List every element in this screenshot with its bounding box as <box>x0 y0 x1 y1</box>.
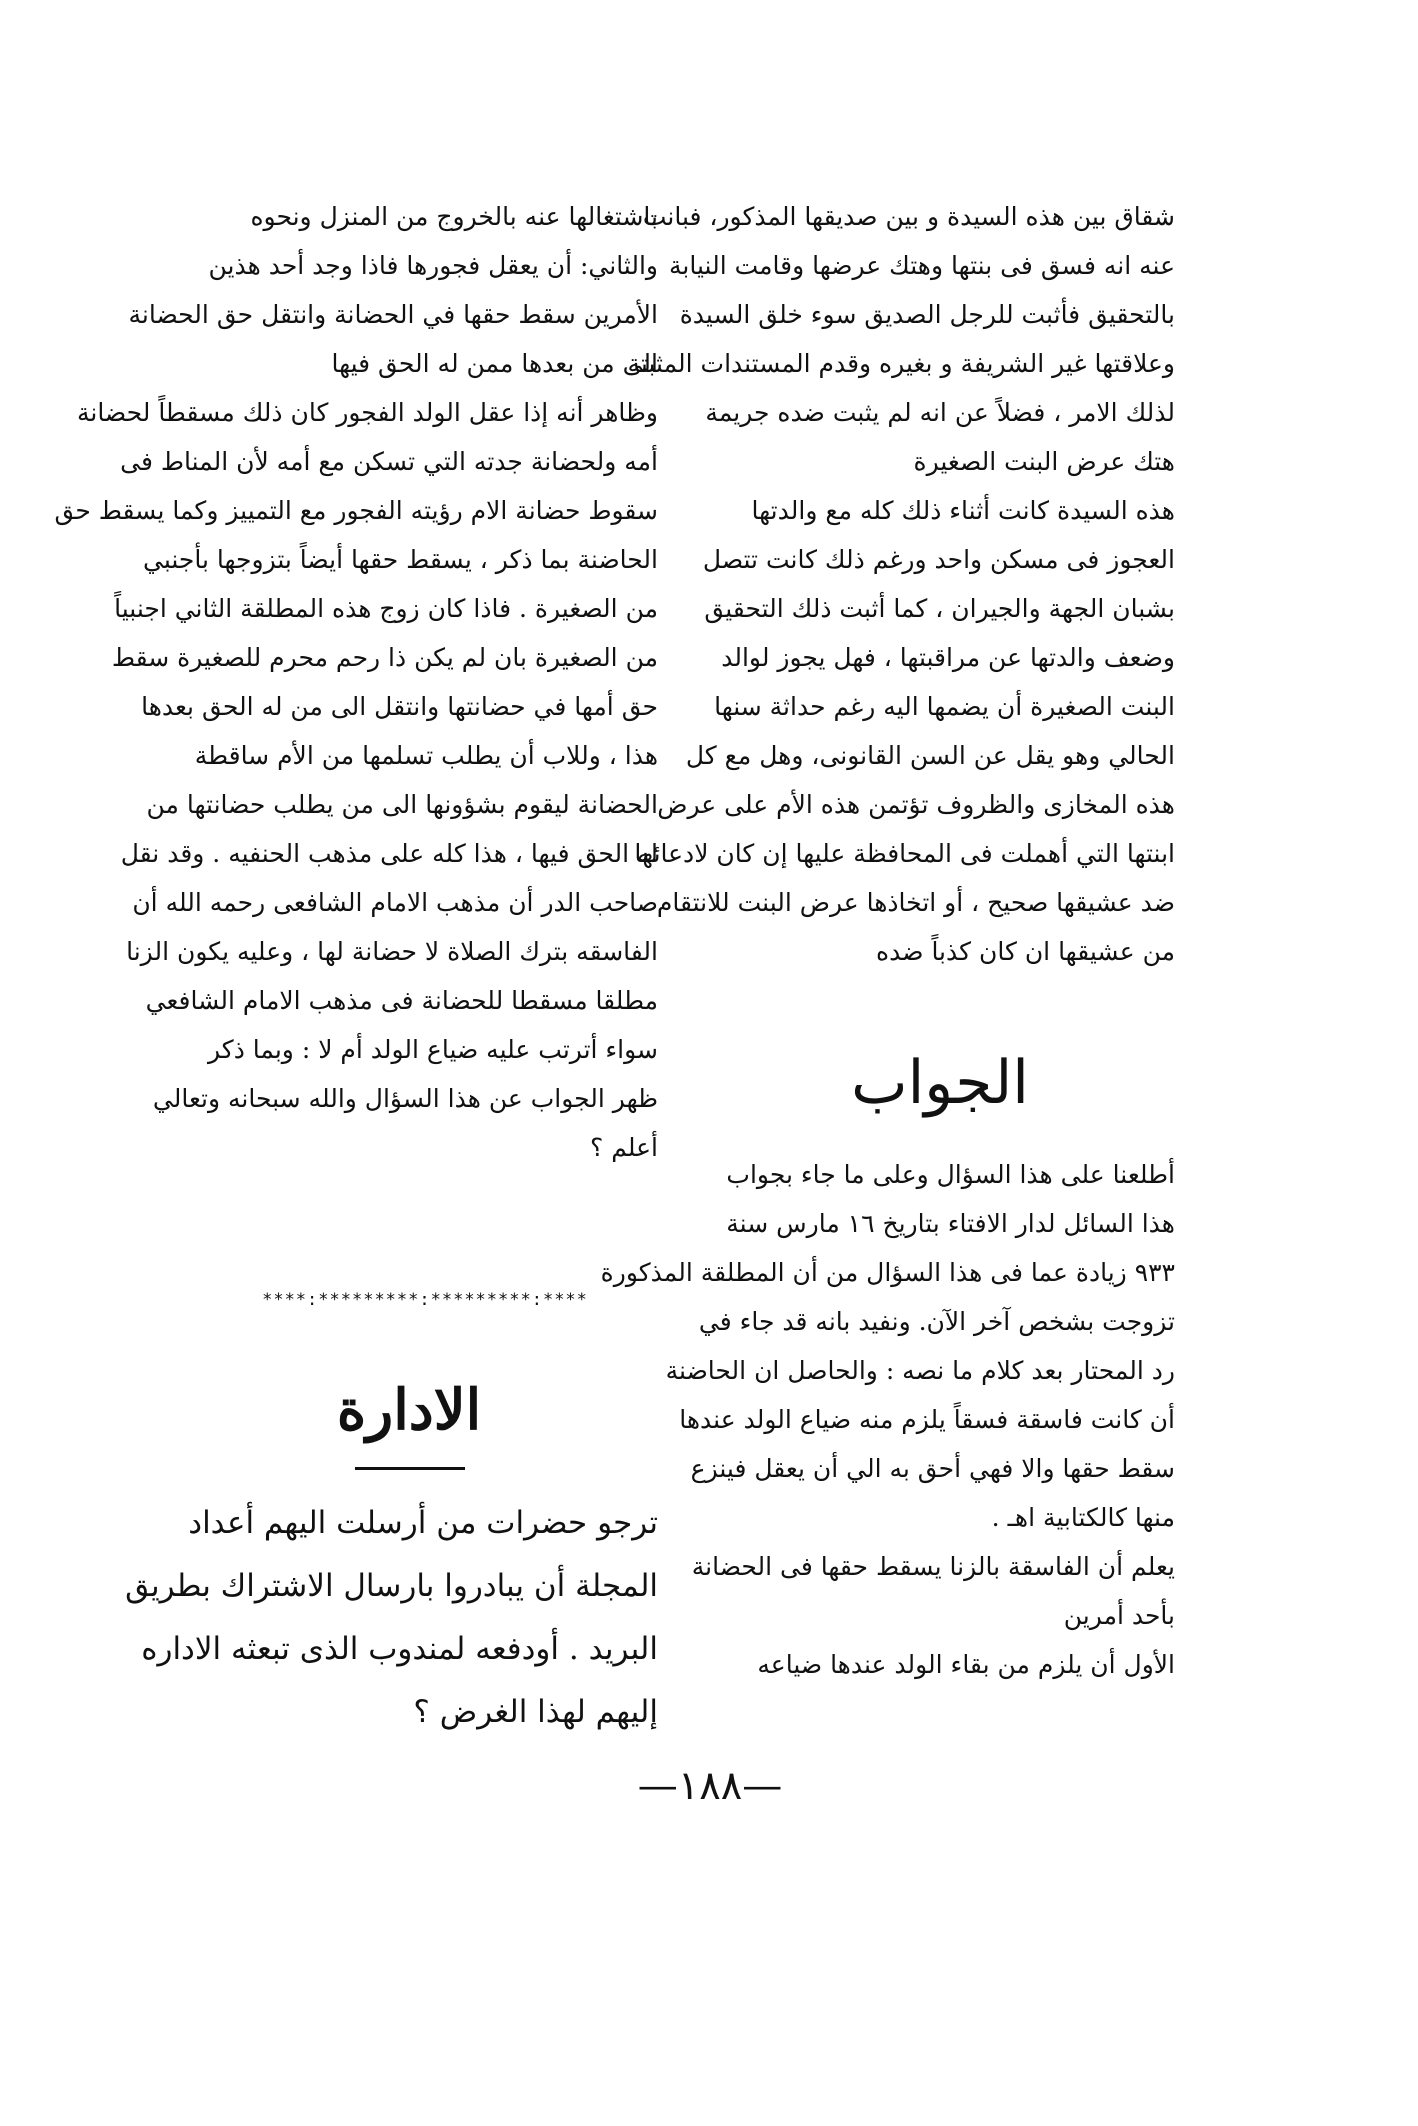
right-column <box>627 192 1175 976</box>
text-line: الأمرين سقط حقها في الحضانة وانتقل حق الحضانة <box>128 300 658 329</box>
text-line: الأول أن يلزم من بقاء الولد عندها ضياعه <box>757 1650 1175 1679</box>
text-line: صاحب الدر أن مذهب الامام الشافعى رحمه الله أن <box>132 888 658 917</box>
text-line: مطلقا مسقطا للحضانة فى مذهب الامام الشافعي <box>145 986 658 1015</box>
section-separator: ****:*********:*********:**** <box>262 1290 588 1310</box>
text-line: هتك عرض البنت الصغيرة <box>913 447 1175 476</box>
text-line: أن كانت فاسقة فسقاً يلزم منه ضياع الولد عندها <box>679 1405 1175 1434</box>
text-line: ابنتها التي أهملت فى المحافظة عليها إن كان لادعائها <box>634 839 1175 868</box>
text-line: والثاني: أن يعقل فجورها فاذا وجد أحد هذين <box>208 251 658 280</box>
left-column <box>54 192 658 1172</box>
text-line: بأحد أمرين <box>1063 1601 1175 1630</box>
page-number: —١٨٨— <box>637 1763 783 1809</box>
text-line: حق أمها في حضانتها وانتقل الى من له الحق بعدها <box>141 692 658 721</box>
text-line: ظهر الجواب عن هذا السؤال والله سبحانه وتعالي <box>152 1084 658 1113</box>
text-line: سواء أترتب عليه ضياع الولد أم لا : وبما ذكر <box>208 1035 658 1064</box>
text-line: المجلة أن يبادروا بارسال الاشتراك بطريق <box>125 1568 658 1604</box>
text-line: منها كالكتابية اهـ . <box>991 1503 1175 1532</box>
text-line: هذه المخازى والظروف تؤتمن هذه الأم على عرض <box>657 790 1175 819</box>
text-line: من عشيقها ان كان كذباً ضده <box>876 937 1175 966</box>
text-line: أمه ولحضانة جدته التي تسكن مع أمه لأن المناط فى <box>120 447 658 476</box>
text-line: الحالي وهو يقل عن السن القانونى، وهل مع كل <box>685 741 1175 770</box>
text-line: باشتغالها عنه بالخروج من المنزل ونحوه <box>250 202 658 231</box>
text-line: البنت الصغيرة أن يضمها اليه رغم حداثة سنها <box>714 692 1175 721</box>
text-line: يعلم أن الفاسقة بالزنا يسقط حقها فى الحضانة <box>691 1552 1175 1581</box>
text-line: وظاهر أنه إذا عقل الولد الفجور كان ذلك مسقطاً لحضانة <box>76 398 658 427</box>
text-line: هذا السائل لدار الافتاء بتاريخ ١٦ مارس سنة <box>726 1209 1175 1238</box>
text-line: لذلك الامر ، فضلاً عن انه لم يثبت ضده جريمة <box>705 398 1175 427</box>
text-line: الى من بعدها ممن له الحق فيها <box>331 349 658 378</box>
text-line: تزوجت بشخص آخر الآن. ونفيد بانه قد جاء في <box>698 1307 1175 1336</box>
text-line: البريد . أودفعه لمندوب الذى تبعثه الاداره <box>141 1631 658 1667</box>
text-line: الحضانة ليقوم بشؤونها الى من يطلب حضانتها من <box>146 790 658 819</box>
text-line: من الصغيرة بان لم يكن ذا رحم محرم للصغيرة سقط <box>111 643 658 672</box>
text-line: أعلم ؟ <box>590 1133 658 1162</box>
text-line: ضد عشيقها صحيح ، أو اتخاذها عرض البنت للانتقام <box>656 888 1175 917</box>
text-line: له الحق فيها ، هذا كله على مذهب الحنفيه . وقد نقل <box>120 839 658 868</box>
text-line: إليهم لهذا الغرض ؟ <box>413 1694 658 1730</box>
text-line: بالتحقيق فأثبت للرجل الصديق سوء خلق السيدة <box>679 300 1175 329</box>
text-line: هذا ، وللاب أن يطلب تسلمها من الأم ساقطة <box>194 741 658 770</box>
text-line: سقوط حضانة الام رؤيته الفجور مع التمييز وكما يسقط حق <box>54 496 658 525</box>
text-line: سقط حقها والا فهي أحق به الي أن يعقل فينزع <box>690 1454 1175 1483</box>
text-line: وعلاقتها غير الشريفة و بغيره وقدم المستندات المثبتة <box>627 349 1175 378</box>
heading-underline <box>355 1467 465 1470</box>
text-line: هذه السيدة كانت أثناء ذلك كله مع والدتها <box>751 496 1175 525</box>
text-line: رد المحتار بعد كلام ما نصه : والحاصل ان الحاضنة <box>665 1356 1175 1385</box>
text-line: من الصغيرة . فاذا كان زوج هذه المطلقة الثاني اجنبياً <box>114 594 658 623</box>
answer-body <box>600 1150 1175 1689</box>
text-line: بشبان الجهة والجيران ، كما أثبت ذلك التحقيق <box>704 594 1175 623</box>
text-line: العجوز فى مسكن واحد ورغم ذلك كانت تتصل <box>702 545 1175 574</box>
answer-heading: الجواب <box>851 1048 1029 1118</box>
administration-heading: الادارة <box>336 1377 482 1443</box>
text-line: ترجو حضرات من أرسلت اليهم أعداد <box>188 1505 658 1541</box>
text-line: شقاق بين هذه السيدة و بين صديقها المذكور، فبانت <box>642 202 1175 231</box>
text-line: وضعف والدتها عن مراقبتها ، فهل يجوز لوالد <box>721 643 1175 672</box>
text-line: الحاضنة بما ذكر ، يسقط حقها أيضاً بتزوجها بأجنبي <box>143 545 658 574</box>
text-line: الفاسقه بترك الصلاة لا حضانة لها ، وعليه يكون الزنا <box>126 937 658 966</box>
text-line: أطلعنا على هذا السؤال وعلى ما جاء بجواب <box>726 1160 1175 1189</box>
text-line: عنه انه فسق فى بنتها وهتك عرضها وقامت النيابة <box>669 251 1175 280</box>
text-line: ٩٣٣ زيادة عما فى هذا السؤال من أن المطلقة المذكورة <box>600 1258 1175 1287</box>
administration-notice <box>125 1492 658 1744</box>
